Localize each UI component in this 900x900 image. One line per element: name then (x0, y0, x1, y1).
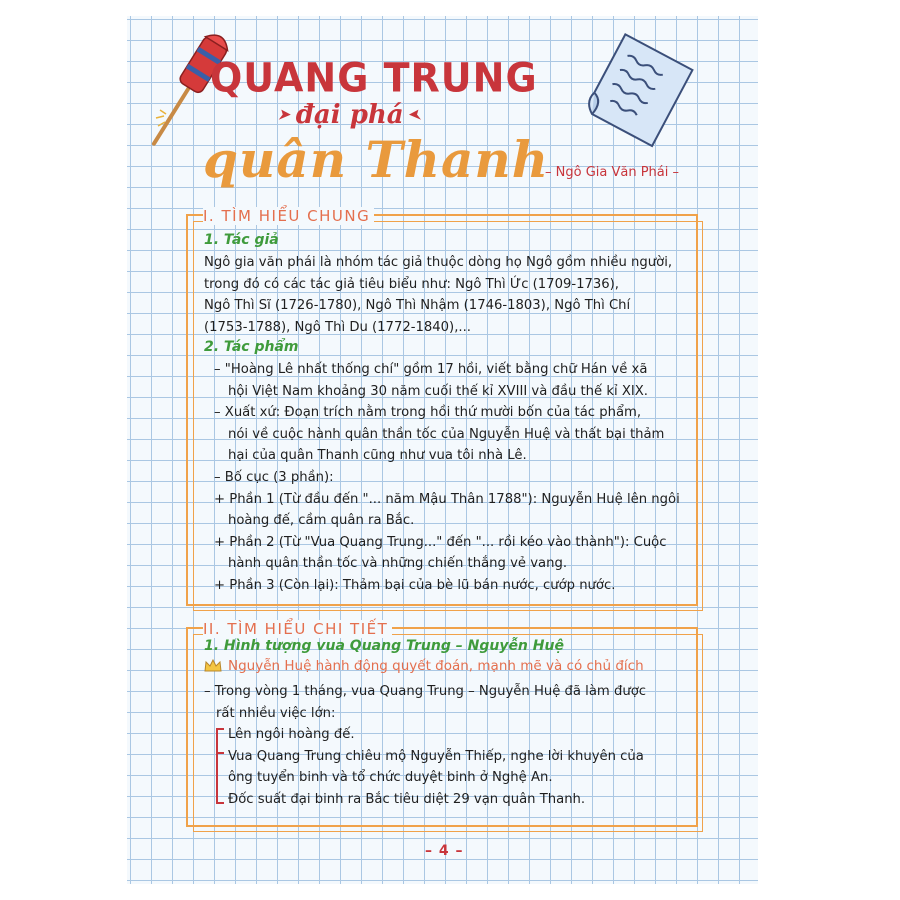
page-title: QUANG TRUNG (210, 54, 538, 102)
work-line: nói về cuộc hành quân thần tốc của Nguyễn Huệ và thất bại thảm (228, 426, 665, 442)
intro-paragraph (204, 681, 646, 724)
decor-left-icon: ➤ (278, 107, 290, 123)
intro-line: – Trong vòng 1 tháng, vua Quang Trung – Nguyễn Huệ đã làm được (204, 684, 647, 699)
intro-line: rất nhiều việc lớn: (216, 705, 336, 721)
list-bracket (216, 728, 226, 804)
author-paragraph (204, 252, 672, 338)
work-line: hội Việt Nam khoảng 30 năm cuối thế kỉ XVIII và đầu thế kỉ XIX. (228, 383, 648, 399)
key-point (204, 658, 644, 674)
work-line: + Phần 1 (Từ đầu đến "... năm Mậu Thân 1788"): Nguyễn Huệ lên ngôi (214, 491, 680, 507)
title-subtitle: quân Thanh (203, 130, 550, 189)
crown-icon (204, 659, 222, 673)
work-line: – "Hoàng Lê nhất thống chí" gồm 17 hồi, viết bằng chữ Hán về xã (214, 362, 648, 377)
list-item: Vua Quang Trung chiêu mộ Nguyễn Thiếp, nghe lời khuyên của (228, 748, 644, 764)
decor-right-icon: ➤ (409, 107, 422, 123)
section2-subtitle: 1. Hình tượng vua Quang Trung – Nguyễn Huệ (204, 638, 564, 654)
key-point-text: Nguyễn Huệ hành động quyết đoán, mạnh mẽ và có chủ đích (228, 658, 644, 674)
section1-subtitle-work: 2. Tác phẩm (204, 339, 299, 355)
author-line: Ngô gia văn phái là nhóm tác giả thuộc dòng họ Ngô gồm nhiều người, (204, 255, 673, 270)
list-item: Lên ngôi hoàng đế. (228, 727, 355, 742)
list-item: ông tuyển binh và tổ chức duyệt binh ở Nghệ An. (228, 770, 553, 786)
section2-title: II. TÌM HIỂU CHI TIẾT (203, 620, 392, 638)
paper-sheet-icon (578, 30, 703, 155)
work-line: + Phần 3 (Còn lại): Thảm bại của bè lũ bán nước, cướp nước. (214, 577, 616, 593)
work-line: + Phần 2 (Từ "Vua Quang Trung..." đến "... rồi kéo vào thành"): Cuộc (214, 534, 667, 550)
title-middle-line (278, 100, 478, 130)
author-line: trong đó có các tác giả tiêu biểu như: Ngô Thì Ức (1709-1736), (204, 276, 620, 292)
list-item: Đốc suất đại binh ra Bắc tiêu diệt 29 vạn quân Thanh. (228, 791, 586, 807)
author-line: Ngô Thì Sĩ (1726-1780), Ngô Thì Nhậm (1746-1803), Ngô Thì Chí (204, 298, 631, 314)
author-line: (1753-1788), Ngô Thì Du (1772-1840),... (204, 319, 471, 335)
work-line: – Xuất xứ: Đoạn trích nằm trong hồi thứ mười bốn của tác phẩm, (214, 405, 642, 421)
page-number: – 4 – (425, 843, 464, 859)
work-paragraph (214, 359, 680, 597)
author-name: – Ngô Gia Văn Phái – (545, 165, 679, 180)
title-middle-text: đại phá (295, 100, 404, 130)
section1-title: I. TÌM HIỂU CHUNG (203, 207, 374, 225)
work-line: hành quân thần tốc và những chiến thắng vẻ vang. (228, 556, 568, 572)
section1-subtitle-author: 1. Tác giả (204, 232, 279, 248)
work-line: – Bố cục (3 phần): (214, 469, 334, 485)
work-line: hoàng đế, cầm quân ra Bắc. (228, 513, 415, 529)
work-line: hại của quân Thanh cũng như vua tôi nhà Lê. (228, 448, 527, 464)
achievement-list (228, 724, 644, 810)
